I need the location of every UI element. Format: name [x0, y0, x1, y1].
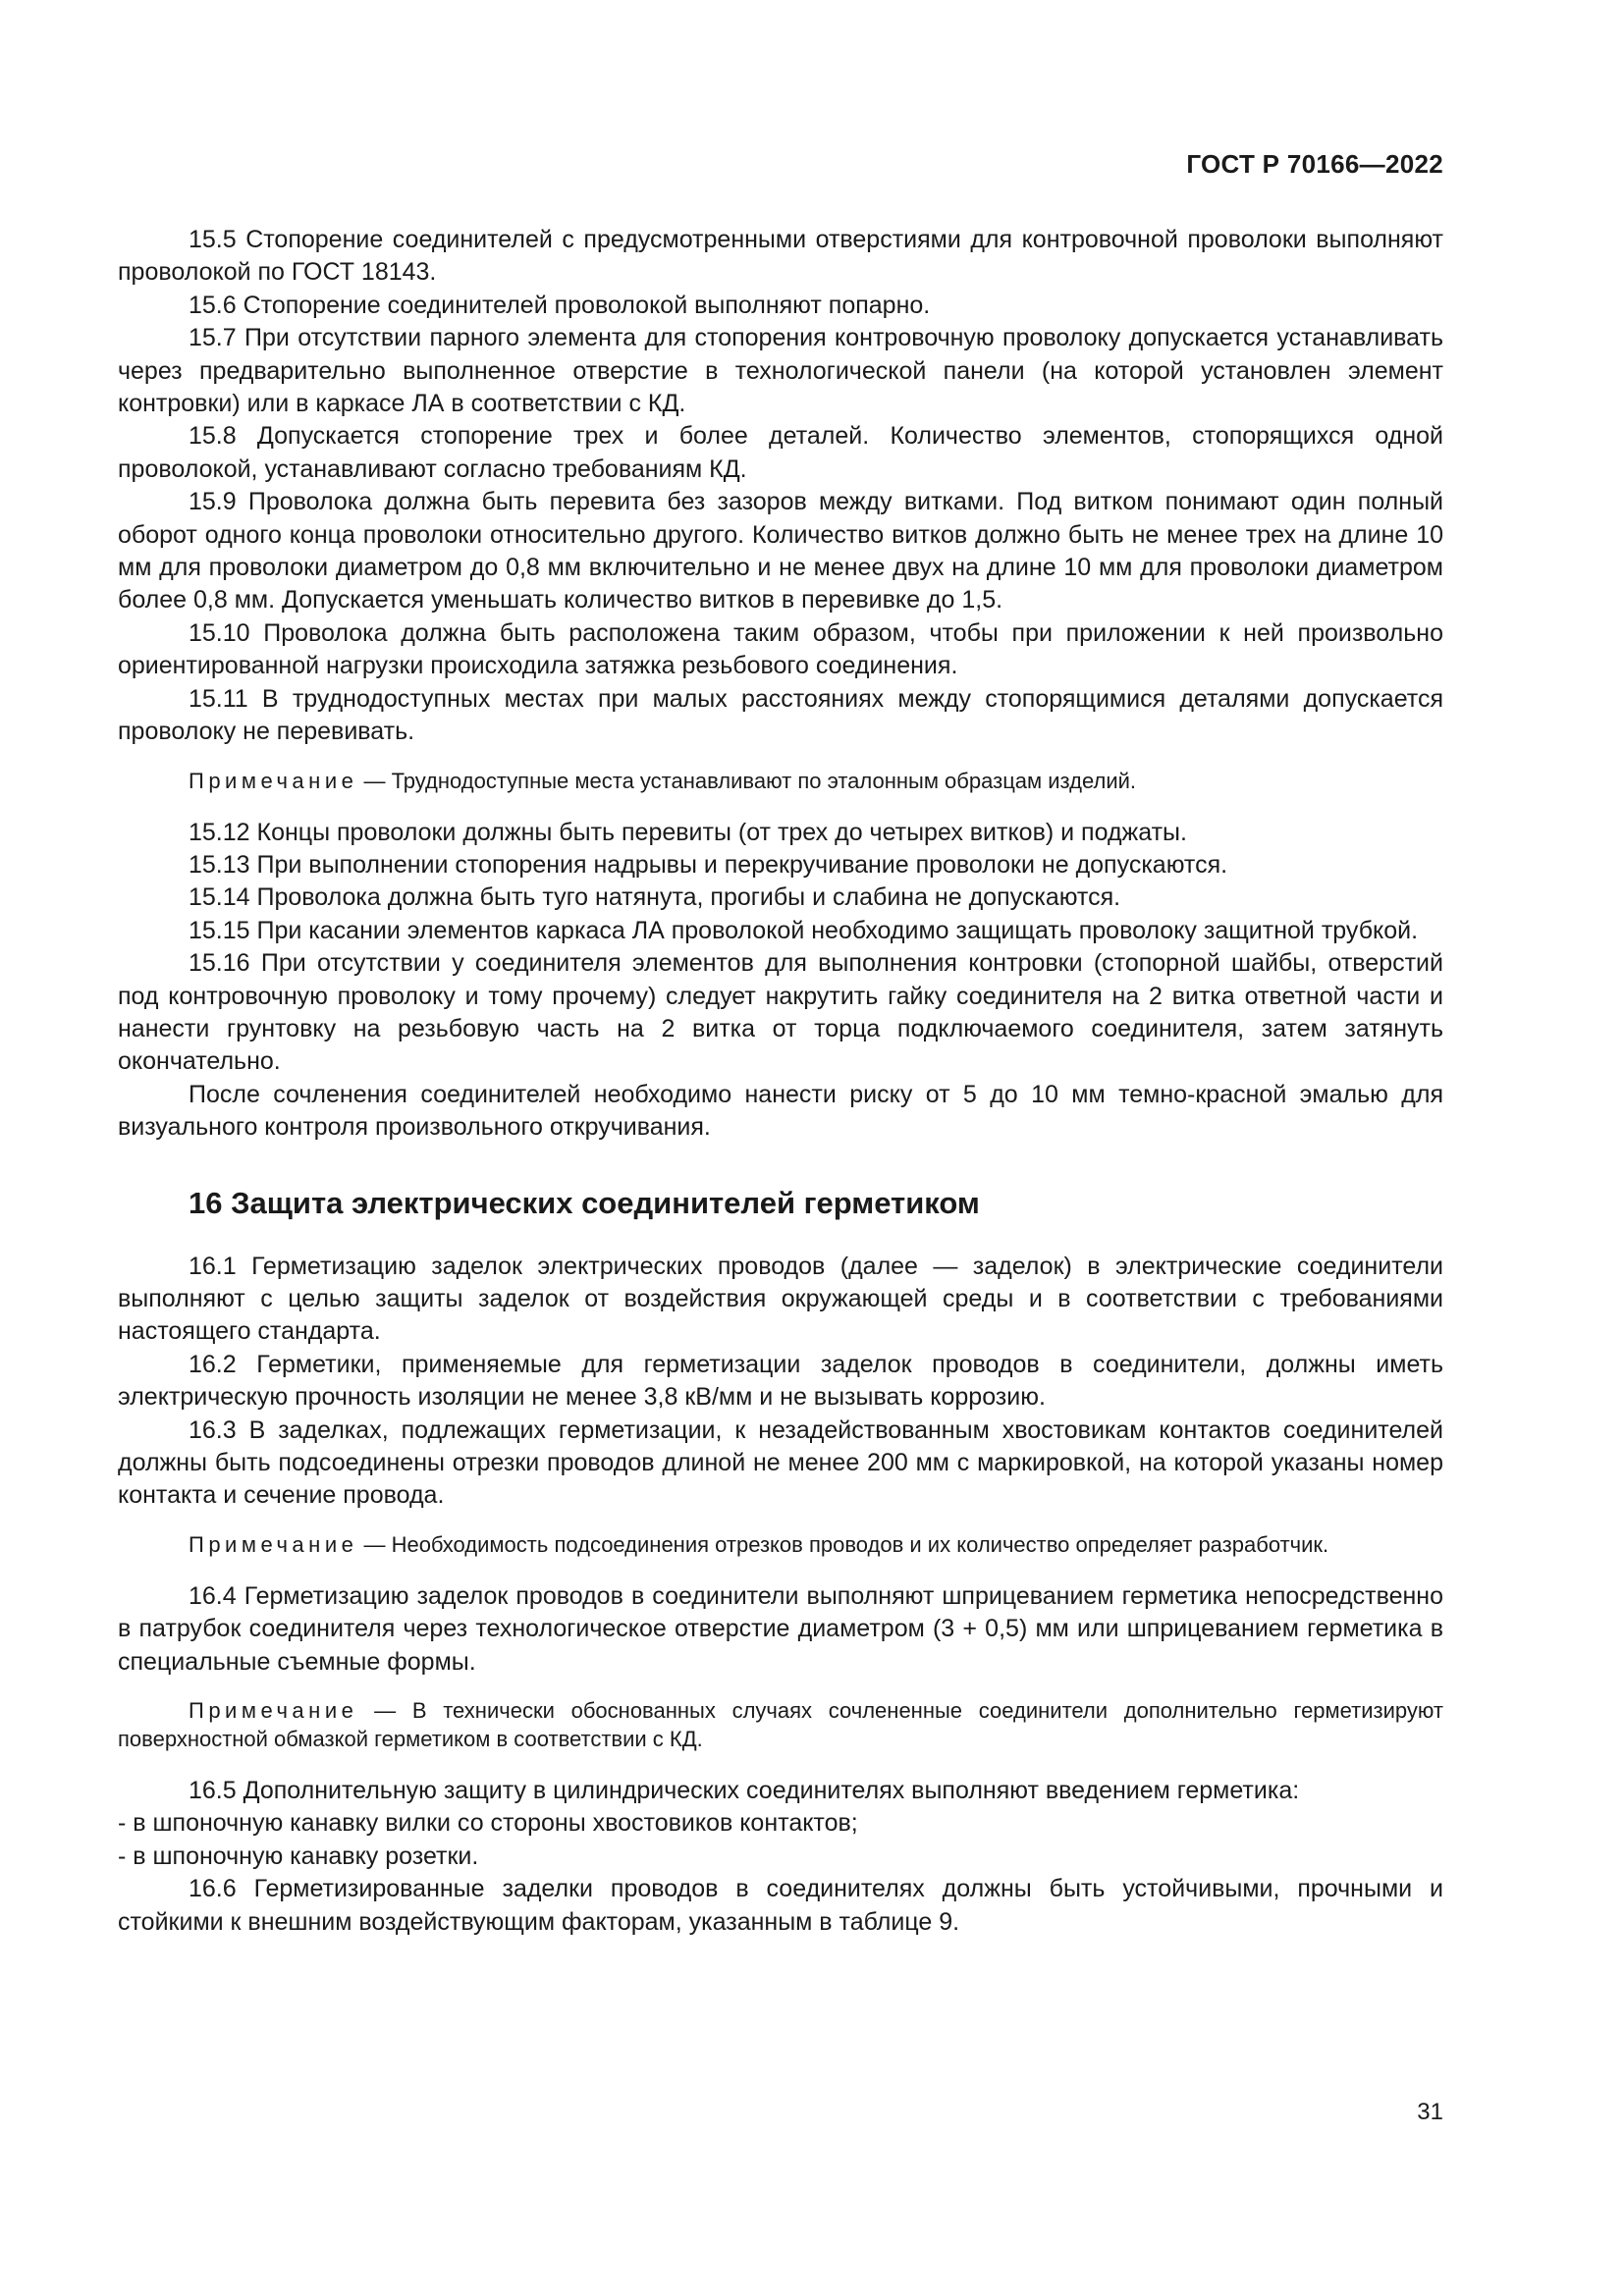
paragraph-15-12: 15.12 Концы проволоки должны быть перевиты (от трех до четырех витков) и поджаты.	[189, 818, 1187, 846]
note-label: Примечание	[189, 1531, 358, 1557]
paragraph-16-3: 16.3 В заделках, подлежащих герметизации, к незадействованным хвостовикам контактов соединителей должны быть подсоединены отрезки проводов длиной не менее 200 мм с маркировкой, на которой указаны номер контакта и сечение провода.	[118, 1415, 1443, 1510]
paragraph-16-4: 16.4 Герметизацию заделок проводов в соединители выполняют шприцеванием герметика непосредственно в патрубок соединителя через технологическое отверстие диаметром (3 + 0,5) мм или шприцеванием герметика в специальные съемные формы.	[118, 1581, 1443, 1676]
paragraph-15-7: 15.7 При отсутствии парного элемента для стопорения контровочную проволоку допускается устанавливать через предварительно выполненное отверстие в технологической панели (на которой установлен элемент контровки) или в каркасе ЛА в соответствии с КД.	[118, 324, 1443, 418]
note-text: — Необходимость подсоединения отрезков проводов и их количество определяет разработчик.	[357, 1531, 1329, 1557]
note-2	[118, 1530, 1443, 1559]
note-3	[118, 1696, 1443, 1753]
paragraph-16-6: 16.6 Герметизированные заделки проводов в соединителях должны быть устойчивыми, прочными и стойкими к внешним воздействующим факторам, указанным в таблице 9.	[118, 1875, 1443, 1936]
paragraph-16-2: 16.2 Герметики, применяемые для герметизации заделок проводов в соединители, должны иметь электрическую прочность изоляции не менее 3,8 кВ/мм и не вызывать коррозию.	[118, 1350, 1443, 1412]
paragraph-15-10: 15.10 Проволока должна быть расположена таким образом, чтобы при приложении к ней произвольно ориентированной нагрузки происходила затяжка резьбового соединения.	[118, 618, 1443, 680]
paragraph-16-1: 16.1 Герметизацию заделок электрических проводов (далее — заделок) в электрические соединители выполняют с целью защиты заделок от воздействия окружающей среды и в соответствии с требованиями настоящего стандарта.	[118, 1252, 1443, 1346]
paragraph-15-6: 15.6 Стопорение соединителей проволокой выполняют попарно.	[189, 291, 931, 319]
paragraph-15-13: 15.13 При выполнении стопорения надрывы и перекручивание проволоки не допускаются.	[189, 850, 1228, 879]
note-1	[118, 767, 1443, 795]
note-text: — Труднодоступные места устанавливают по эталонным образцам изделий.	[357, 768, 1137, 793]
paragraph-15-16: 15.16 При отсутствии у соединителя элементов для выполнения контровки (стопорной шайбы, отверстий под контровочную проволоку и тому прочему) следует накрутить гайку соединителя на 2 витка ответной части и нанести грунтовку на резьбовую часть на 2 витка от торца подключаемого соединителя, затем затянуть окончательно.	[118, 949, 1443, 1076]
paragraph-15-9: 15.9 Проволока должна быть перевита без зазоров между витками. Под витком понимают один полный оборот одного конца проволоки относительно другого. Количество витков должно быть не менее трех на длине 10 мм для проволоки диаметром до 0,8 мм включительно и не менее двух на длине 10 мм для проволоки диаметром более 0,8 мм. Допускается уменьшать количество витков в перевивке до 1,5.	[118, 488, 1443, 614]
note-label: Примечание	[189, 768, 358, 793]
document-header: ГОСТ Р 70166—2022	[1186, 149, 1443, 179]
note-label: Примечание	[189, 1698, 358, 1724]
paragraph-15-8: 15.8 Допускается стопорение трех и более деталей. Количество элементов, стопорящихся одной проволокой, устанавливают согласно требованиям КД.	[118, 422, 1443, 483]
paragraph-15-11: 15.11 В труднодоступных местах при малых расстояниях между стопорящимися деталями допускается проволоку не перевивать.	[118, 684, 1443, 746]
paragraph-15-5: 15.5 Стопорение соединителей с предусмотренными отверстиями для контровочной проволоки выполняют проволокой по ГОСТ 18143.	[118, 226, 1443, 287]
paragraph-16-5: 16.5 Дополнительную защиту в цилиндрических соединителях выполняют введением герметика:	[189, 1777, 1300, 1805]
section-16-heading: 16 Защита электрических соединителей герметиком	[189, 1185, 980, 1220]
note-text: — В технически обоснованных случаях сочлененные соединители дополнительно герметизируют поверхностной обмазкой герметиком в соответствии с КД.	[118, 1698, 1443, 1752]
document-body	[118, 224, 1443, 1939]
list-item: - в шпоночную канавку вилки со стороны хвостовиков контактов;	[118, 1809, 858, 1838]
paragraph-15-16-continued: После сочленения соединителей необходимо нанести риску от 5 до 10 мм темно-красной эмалью для визуального контроля произвольного откручивания.	[118, 1080, 1443, 1142]
paragraph-15-14: 15.14 Проволока должна быть туго натянута, прогибы и слабина не допускаются.	[189, 883, 1121, 912]
page-number: 31	[1417, 2099, 1443, 2125]
paragraph-15-15: 15.15 При касании элементов каркаса ЛА проволокой необходимо защищать проволоку защитной трубкой.	[189, 916, 1419, 944]
list-item: - в шпоночную канавку розетки.	[118, 1842, 479, 1870]
